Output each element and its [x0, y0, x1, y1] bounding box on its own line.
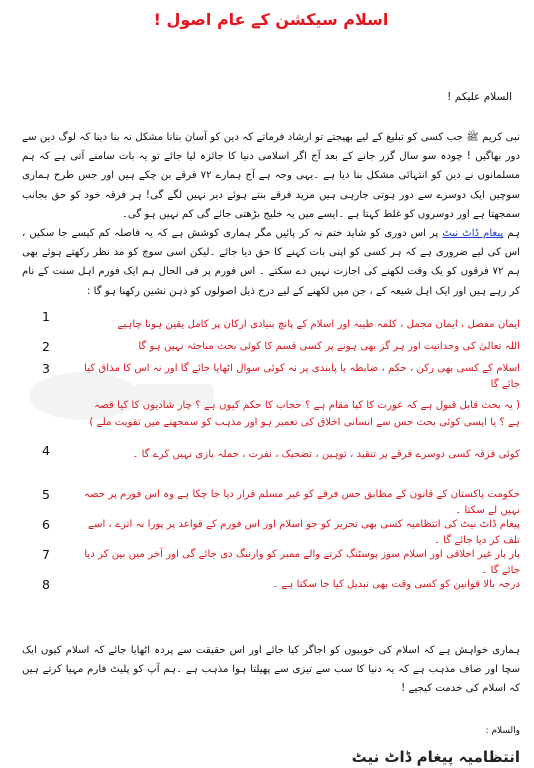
rule-number: 8: [42, 576, 50, 592]
rule-text: بار بار غیر اخلاقی اور اسلام سوز پوسٹنگ کرنے والے ممبر کو وارننگ دی جائے گی اور آخر میں بین کر دیا جائے گا ۔: [84, 548, 520, 576]
rule-number: 3: [42, 360, 50, 376]
rule-item: [22, 443, 520, 487]
rule-number: 5: [42, 486, 50, 502]
signature: انتظامیہ پیغام ڈاٹ نیٹ: [351, 747, 520, 766]
wassalam-label: والسلام :: [485, 725, 520, 736]
rule-text: اسلام کے کسی بھی رکن ، حکم ، ضابطہ یا پابندی پر نہ کوئی سوال اٹھایا جائے گا اور نہ اس کا مذاق کیا جائے گا: [84, 362, 520, 390]
rule-number: 1: [42, 308, 50, 324]
rule-item: [22, 547, 520, 577]
rule-item: [22, 517, 520, 547]
rule-item: [22, 577, 520, 611]
rule-item: [22, 361, 520, 443]
rule-text: ایمان مفصل ، ایمان مجمل ، کلمہ طیبہ اور اسلام کے پانچ بنیادی ارکان پر کامل یقین ہونا چاہیے: [117, 318, 520, 330]
rule-number: 2: [42, 338, 50, 354]
page-title: اسلام سیکشن کے عام اصول !: [153, 10, 389, 29]
greeting: السلام علیکم !: [447, 91, 512, 103]
intro-p2-after: پر اس دوری کو شاید ختم نہ کر پائیں مگر ہماری کوشش ہے کہ یہ فاصلہ کم کیسے جا سکیں ، اس کی لیے ضروری ہے کہ ہر کسی کو اپنی بات کہنے کا حق دیا جائے ۔لیکن اسی سوچ کو مد نظر رکھتے ہوئے بھی ہم ۷۲ فرقوں کو یک وقت لکھنے کی اجازت نہیں دے سکتے ۔ اس فورم پر فی الحال ہم ایک فورم اہل سنت کے نام کر رہے ہیں اور ایک اہل شیعہ کے ، جن میں لکھنے کے لیے درج ذیل اصولوں کو ذہن نشین رکھنا ہو گا :: [22, 228, 520, 297]
rule-item: [22, 339, 520, 361]
rule-number: 4: [42, 442, 50, 458]
intro-p2-before: ہم: [507, 228, 520, 240]
closing-paragraph: ہماری خواہش ہے کہ اسلام کی خوبیوں کو اجاگر کیا جائے اور اس حقیقت سے پردہ اٹھایا جائے کہ اسلام کیوں ایک سچا اور صاف مذہب ہے کہ یہ دنیا کا سب سے تیزی سے پھیلتا ہوا مذہب ہے ۔ہم آپ کو پلیٹ فارم مہیا کرتے ہیں کہ اسلام کی خدمت کیجیے !: [22, 644, 520, 694]
rule-text: حکومت پاکستان کے قانون کے مطابق جس فرقے کو غیر مسلم قرار دیا جا چکا ہے وہ اس فورم پر حصہ نہیں لے سکتا ۔: [84, 488, 520, 516]
site-name-link[interactable]: پیغام ڈاٹ نیٹ: [442, 228, 504, 240]
rules-list: [22, 309, 520, 611]
rule-text: اللہ تعالیٰ کی وحدانیت اور ہر گز بھی ہونے پر کسی قسم کا کوئی بحث مباحثہ نہیں ہو گا: [138, 340, 520, 352]
intro-paragraph-2: [22, 224, 520, 301]
rule-item: [22, 309, 520, 339]
intro-section: [22, 128, 520, 301]
rule-subtext: ( یہ بحث قابل قبول ہے کہ عورت کا کیا مقام ہے ؟ حجاب کا حکم کیوں ہے ؟ چار شادیوں کا کیا قصہ ہے ؟ یا ایسی کوئی بحث جس سے انسانی اخلاق کی تعمیر ہو اور مذہب کو سمجھنے میں تقویت ملے ): [89, 399, 520, 428]
intro-paragraph-1: نبی کریم ﷺ جب کسی کو تبلیغ کے لیے بھیجتے تو ارشاد فرماتے کہ دین کو آسان بنانا مشکل نہ بنا دینا کہ لوگ دین سے دور بھاگیں ! چودہ سو سال گزر جانے کے بعد آج اگر اسلامی دنیا کا جائزہ لیا جائے تو یہ بات سامنے آتی ہے کہ ہم مسلمانوں نے دین کو انتہائی مشکل بنا دیا ہے ۔یہی وجہ ہے آج ہمارے ۷۲ فرقے بن چکے ہیں اور جس طرح ہماری سوچیں ایک دوسرے سے دور ہوتی جارہی ہیں مزید فرقے بنتے ہوئے دیر نہیں لگے گی! ہر فرقہ خود کو حق بجانب سمجھتا ہے اور دوسروں کو غلط کہتا ہے ۔ایسے میں یہ خلیج بڑھتی جائے گی کم نہیں ہو گی۔: [22, 132, 520, 220]
rule-text: پیغام ڈاٹ نیٹ کی انتظامیہ کسی بھی تحریر کو جو اسلام اور اس فورم کے قواعد پر پورا نہ اترے ، اسے تلف کر دیا جائے گا ۔: [87, 518, 520, 546]
rule-number: 6: [42, 516, 50, 532]
rule-item: [22, 487, 520, 517]
rule-number: 7: [42, 546, 50, 562]
rule-text: کوئی فرقہ کسی دوسرے فرقے پر تنقید ، توہین ، تضحیک ، نفرت ، جملہ بازی نہیں کرے گا ۔: [132, 448, 520, 460]
rule-text: درجہ بالا قوانین کو کسی وقت بھی تبدیل کیا جا سکتا ہے ۔: [272, 578, 520, 590]
